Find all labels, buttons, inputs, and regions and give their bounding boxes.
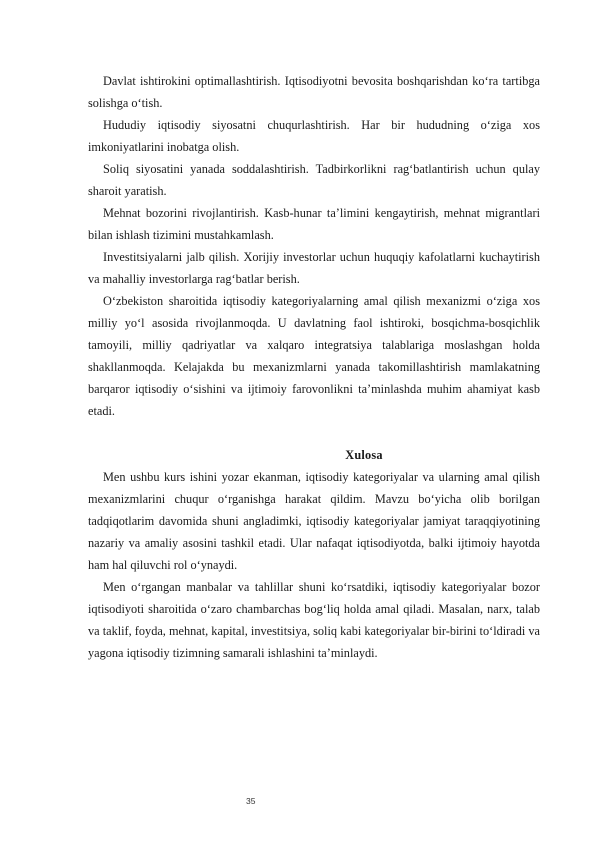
document-page: [88, 70, 540, 664]
paragraph-state-participation: Davlat ishtirokini optimallashtirish. Iqtisodiyotni bevosita boshqarishdan ko‘ra tartibga solishga o‘tish.: [88, 74, 540, 110]
paragraph-conclusion-2: Men o‘rgangan manbalar va tahlillar shuni ko‘rsatdiki, iqtisodiy kategoriyalar bozor iqtisodiyoti sharoitida o‘zaro chambarchas bog‘liq holda amal qiladi. Masalan, narx, talab va taklif, foyda, mehnat, kapital, investitsiya, soliq kabi kategoriyalar bir-birini to‘ldiradi va yagona iqtisodiy tizimning samarali ishlashini ta’minlaydi.: [88, 580, 540, 660]
paragraph-tax-policy: Soliq siyosatini yanada soddalashtirish. Tadbirkorlikni rag‘batlantirish uchun qulay sharoit yaratish.: [88, 162, 540, 198]
paragraph-uzbekistan-mechanism: O‘zbekiston sharoitida iqtisodiy kategoriyalarning amal qilish mexanizmi o‘ziga xos milliy yo‘l asosida rivojlanmoqda. U davlatning faol ishtiroki, bosqichma-bosqichlik tamoyili, milliy qadriyatlar va xalqaro integratsiya talablariga moslashgan holda shakllanmoqda. Kelajakda bu mexanizmlarni yanada takomillashtirish mamlakatning barqaror iqtisodiy o‘sishini va ijtimoiy farovonlikni ta’minlashda muhim ahamiyat kasb etadi.: [88, 294, 540, 418]
section-heading-conclusion: Xulosa: [345, 448, 383, 462]
paragraph-labor-market: Mehnat bozorini rivojlantirish. Kasb-hunar ta’limini kengaytirish, mehnat migrantlari bilan ishlash tizimini mustahkamlash.: [88, 206, 540, 242]
page-number: 35: [246, 796, 256, 806]
paragraph-investments: Investitsiyalarni jalb qilish. Xorijiy investorlar uchun huquqiy kafolatlarni kuchaytirish va mahalliy investorlarga rag‘batlar berish.: [88, 250, 540, 286]
paragraph-conclusion-1: Men ushbu kurs ishini yozar ekanman, iqtisodiy kategoriyalar va ularning amal qilish mexanizmlarini chuqur o‘rganishga harakat qildim. Mavzu bo‘yicha olib borilgan tadqiqotlarim davomida shuni angladimki, iqtisodiy kategoriyalar jamiyat taraqqiyotining nazariy va amaliy asosini tashkil etadi. Ular nafaqat iqtisodiyotda, balki ijtimoiy hayotda ham hal qiluvchi rol o‘ynaydi.: [88, 470, 540, 572]
paragraph-regional-policy: Hududiy iqtisodiy siyosatni chuqurlashtirish. Har bir hududning o‘ziga xos imkoniyatlarini inobatga olish.: [88, 118, 540, 154]
